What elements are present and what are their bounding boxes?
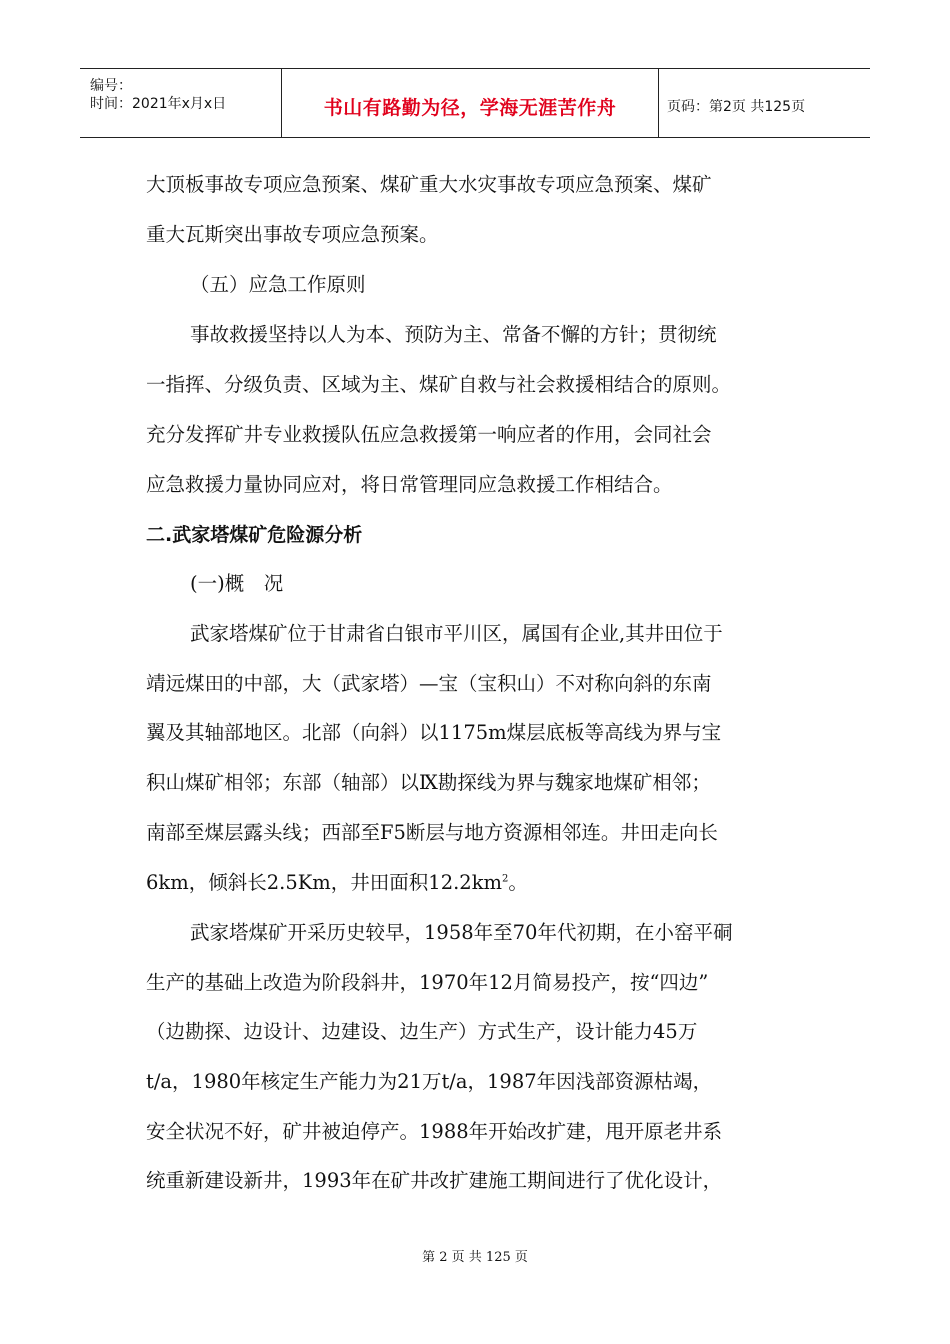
paragraph-line: 武家塔煤矿位于甘肃省白银市平川区，属国有企业,其井田位于: [190, 622, 723, 645]
paragraph-line: 大顶板事故专项应急预案、煤矿重大水灾事故专项应急预案、煤矿: [146, 173, 712, 196]
page-footer: 第 2 页 共 125 页: [422, 1250, 528, 1265]
document-number: 编号：: [90, 78, 132, 94]
header-page-cell: [659, 69, 870, 137]
section-subheading: (一)概 况: [190, 572, 284, 595]
header-motto-cell: [282, 69, 659, 137]
document-header: [80, 68, 870, 138]
paragraph-line: 重大瓦斯突出事故专项应急预案。: [146, 223, 439, 246]
paragraph-line: 生产的基础上改造为阶段斜井，1970年12月简易投产，按“四边”: [146, 971, 709, 994]
header-motto: 书山有路勤为径，学海无涯苦作舟: [323, 97, 617, 119]
period-mark: 。: [508, 871, 528, 894]
section-subheading: （五）应急工作原则: [190, 273, 366, 296]
paragraph-line: （边勘探、边设计、边建设、边生产）方式生产，设计能力45万: [146, 1020, 698, 1043]
paragraph-line: 一指挥、分级负责、区域为主、煤矿自救与社会救援相结合的原则。: [146, 373, 732, 396]
paragraph-line: 事故救援坚持以人为本、预防为主、常备不懈的方针；贯彻统: [190, 323, 717, 346]
paragraph-line: 南部至煤层露头线；西部至F5断层与地方资源相邻连。井田走向长: [146, 821, 718, 844]
paragraph-line: 统重新建设新井，1993年在矿井改扩建施工期间进行了优化设计，: [146, 1169, 723, 1192]
paragraph-line: 靖远煤田的中部，大（武家塔）—宝（宝积山）不对称向斜的东南: [146, 672, 712, 695]
paragraph-line: 安全状况不好，矿井被迫停产。1988年开始改扩建，甩开原老井系: [146, 1120, 723, 1143]
superscript-2: 2: [502, 873, 509, 885]
paragraph-line: 充分发挥矿井专业救援队伍应急救援第一响应者的作用，会同社会: [146, 423, 712, 446]
paragraph-line: [146, 870, 528, 896]
header-page-info: 页码：第2页 共125页: [667, 99, 806, 115]
paragraph-line: 积山煤矿相邻；东部（轴部）以Ⅸ勘探线为界与魏家地煤矿相邻；: [146, 771, 711, 794]
header-meta-cell: [80, 69, 282, 137]
area-text: 6km，倾斜长2.5Km，井田面积12.2km: [146, 871, 503, 894]
document-date: 时间：2021年x月x日: [90, 96, 227, 112]
paragraph-line: 武家塔煤矿开采历史较早，1958年至70年代初期，在小窑平硐: [190, 921, 733, 944]
paragraph-line: t/a，1980年核定生产能力为21万t/a，1987年因浅部资源枯竭，: [146, 1070, 713, 1093]
section-heading: 二.武家塔煤矿危险源分析: [146, 524, 363, 546]
paragraph-line: 翼及其轴部地区。北部（向斜）以1175m煤层底板等高线为界与宝: [146, 721, 722, 744]
paragraph-line: 应急救援力量协同应对，将日常管理同应急救援工作相结合。: [146, 473, 673, 496]
